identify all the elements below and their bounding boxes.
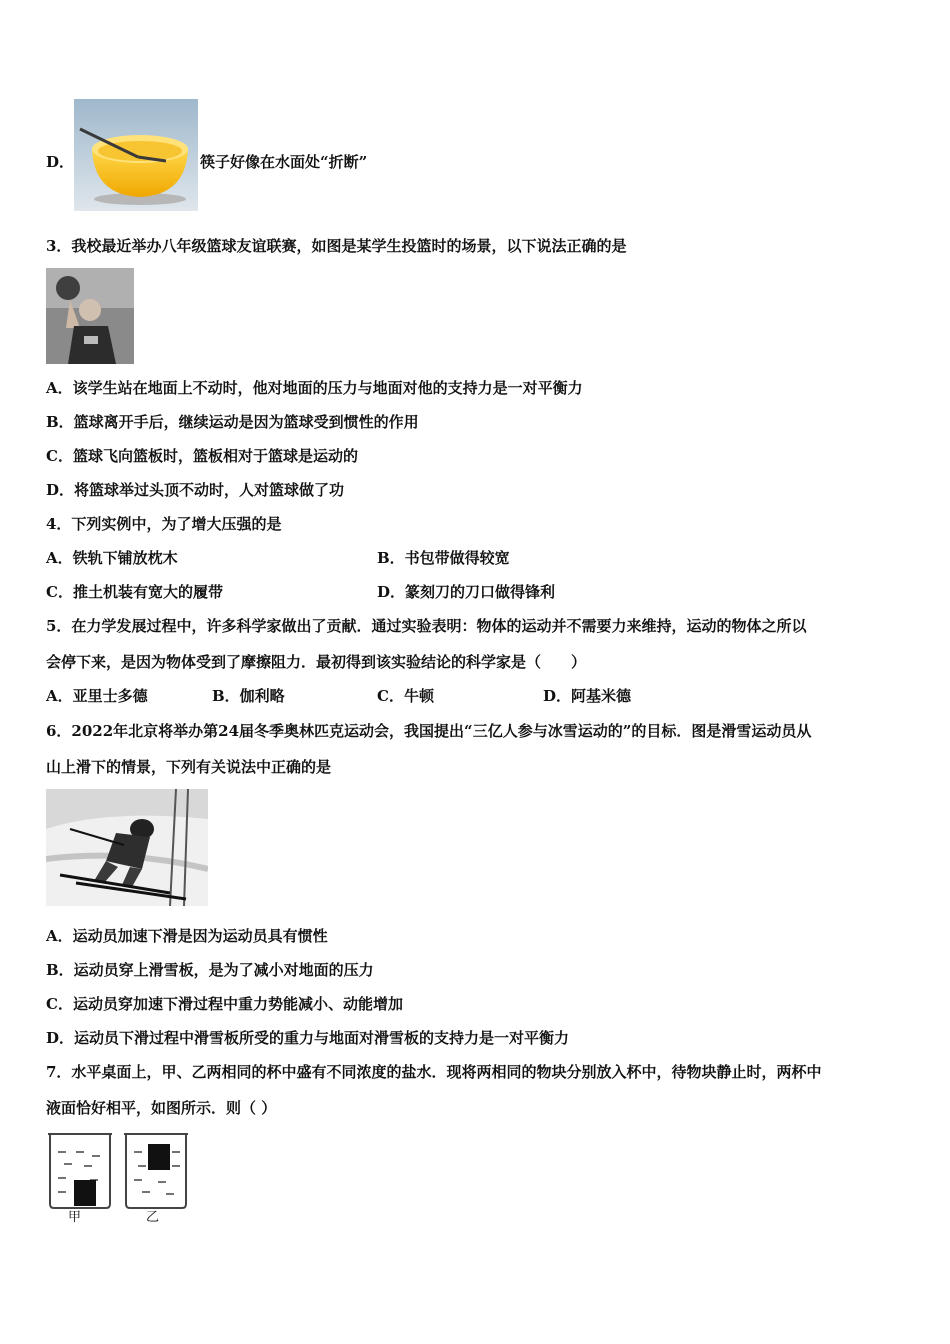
q7-stem-line2: 液面恰好相平，如图所示．则（ ） xyxy=(46,1099,277,1117)
q6-option-c: C．运动员穿加速下滑过程中重力势能减小、动能增加 xyxy=(46,995,403,1013)
cup-yi xyxy=(124,1134,188,1208)
skier-image xyxy=(46,789,208,906)
q3-option-b: B．篮球离开手后，继续运动是因为篮球受到惯性的作用 xyxy=(46,413,419,431)
q5-option-c: C．牛顿 xyxy=(377,687,434,705)
chopsticks-bowl-image xyxy=(74,99,198,211)
q5-option-d: D．阿基米德 xyxy=(543,687,632,705)
q6-stem-line2: 山上滑下的情景，下列有关说法中正确的是 xyxy=(46,758,332,776)
q5-stem-line1: 5．在力学发展过程中，许多科学家做出了贡献．通过实验表明：物体的运动并不需要力来维持，运动的物体之所以 xyxy=(46,617,807,635)
cup-jia xyxy=(48,1134,112,1208)
q4-option-d: D．篆刻刀的刀口做得锋利 xyxy=(377,583,556,601)
q7-stem-line1: 7．水平桌面上，甲、乙两相同的杯中盛有不同浓度的盐水．现将两相同的物块分别放入杯中，待物块静止时，两杯中 xyxy=(46,1063,822,1081)
q3-stem: 3．我校最近举办八年级篮球友谊联赛，如图是某学生投篮时的场景，以下说法正确的是 xyxy=(46,237,627,255)
q3-option-a: A．该学生站在地面上不动时，他对地面的压力与地面对他的支持力是一对平衡力 xyxy=(46,379,583,397)
q4-option-c: C．推土机装有宽大的履带 xyxy=(46,583,223,601)
q6-option-a: A．运动员加速下滑是因为运动员具有惯性 xyxy=(46,927,328,945)
q4-option-a: A．铁轨下铺放枕木 xyxy=(46,549,178,567)
q3-option-c: C．篮球飞向篮板时，篮板相对于篮球是运动的 xyxy=(46,447,358,465)
cup-label-jia: 甲 xyxy=(68,1210,82,1225)
cup-label-yi: 乙 xyxy=(146,1210,160,1225)
q5-option-a: A．亚里士多德 xyxy=(46,687,148,705)
q2-option-d-label: D． xyxy=(46,153,75,171)
q4-stem: 4．下列实例中，为了增大压强的是 xyxy=(46,515,282,533)
q4-option-b: B．书包带做得较宽 xyxy=(377,549,510,567)
q6-option-d: D．运动员下滑过程中滑雪板所受的重力与地面对滑雪板的支持力是一对平衡力 xyxy=(46,1029,570,1047)
q5-option-b: B．伽利略 xyxy=(212,687,285,705)
q5-stem-line2: 会停下来，是因为物体受到了摩擦阻力．最初得到该实验结论的科学家是（ ） xyxy=(46,653,587,671)
q6-option-b: B．运动员穿上滑雪板，是为了减小对地面的压力 xyxy=(46,961,374,979)
q6-stem-line1: 6．2022年北京将举办第24届冬季奥林匹克运动会，我国提出“三亿人参与冰雪运动的”的目标．图是滑雪运动员从 xyxy=(46,722,812,740)
q2-option-d-text: 筷子好像在水面处“折断” xyxy=(200,153,368,171)
basketball-player-image xyxy=(46,268,134,364)
q3-option-d: D．将篮球举过头顶不动时，人对篮球做了功 xyxy=(46,481,345,499)
